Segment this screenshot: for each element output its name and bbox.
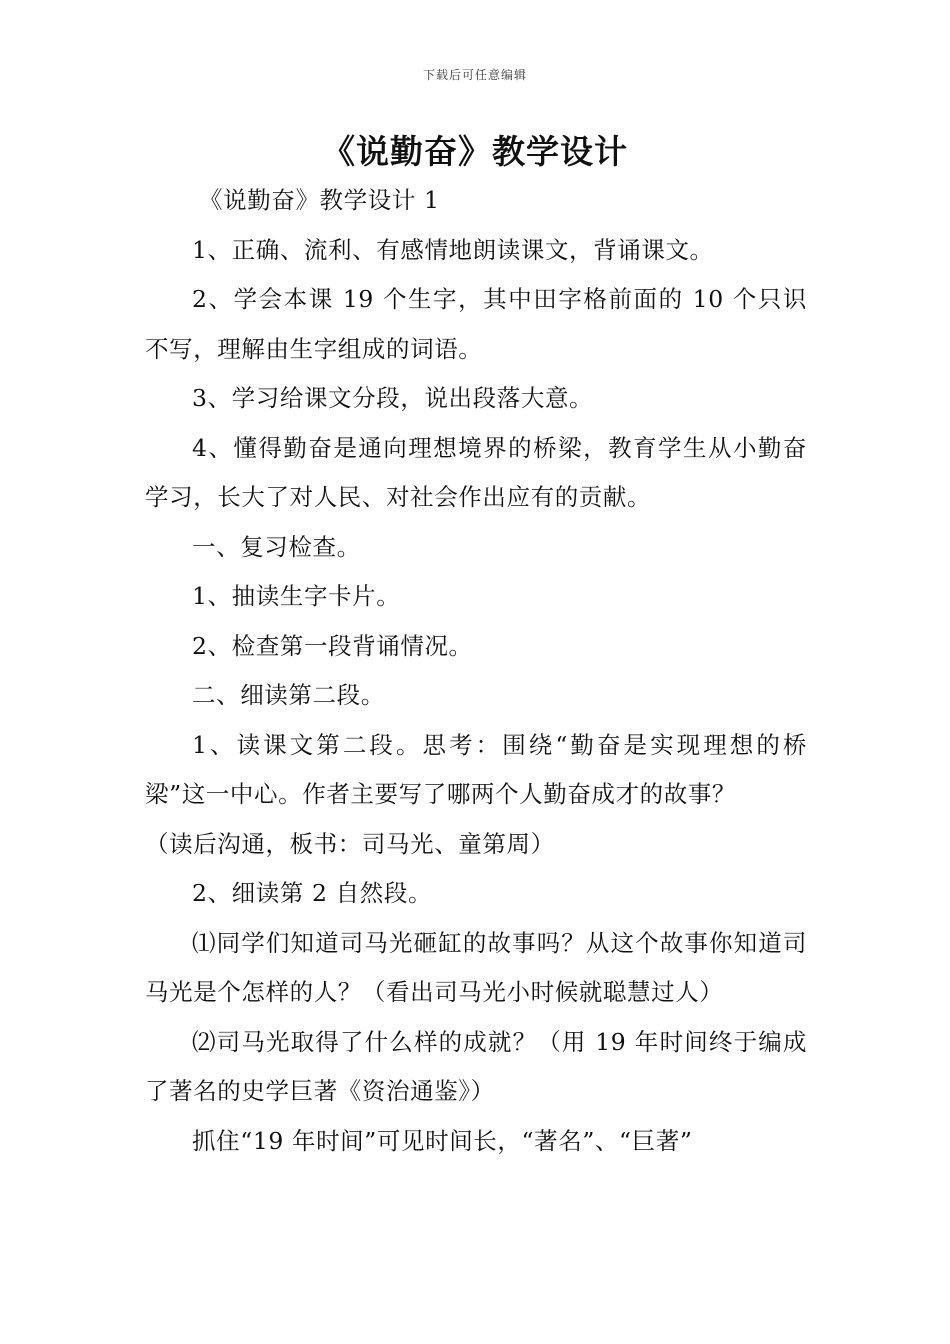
document-body <box>145 176 807 1166</box>
header-note: 下载后可任意编辑 <box>422 68 527 82</box>
step-paragraph: 2、细读第 2 自然段。 <box>192 879 433 907</box>
goal-paragraph: 3、学习给课文分段，说出段落大意。 <box>192 384 594 412</box>
subtitle-paragraph: 《说勤奋》教学设计 1 <box>199 186 440 214</box>
analysis-paragraph: 抓住“19 年时间”可见时间长，“著名”、“巨著” <box>192 1126 693 1155</box>
goal-paragraph: 2、学会本课 19 个生字，其中田字格前面的 10 个只识不写，理解由生字组成的词语。 <box>145 285 807 363</box>
question-paragraph: ⑵司马光取得了什么样的成就？（用 19 年时间终于编成了著名的史学巨著《资治通鉴》） <box>145 1027 807 1105</box>
step-paragraph: 1、抽读生字卡片。 <box>192 582 401 610</box>
board-note-paragraph: （读后沟通，板书：司马光、童第周） <box>145 829 555 858</box>
section-heading: 二、细读第二段。 <box>192 681 385 709</box>
step-paragraph: 1、读课文第二段。思考：围绕“勤奋是实现理想的桥梁”这一中心。作者主要写了哪两个人勤奋成才的故事？ <box>145 730 807 808</box>
goal-paragraph: 4、懂得勤奋是通向理想境界的桥梁，教育学生从小勤奋学习，长大了对人民、对社会作出应有的贡献。 <box>145 433 807 511</box>
goal-paragraph: 1、正确、流利、有感情地朗读课文，背诵课文。 <box>192 235 714 264</box>
document-title: 《说勤奋》教学设计 <box>322 132 628 171</box>
question-paragraph: ⑴同学们知道司马光砸缸的故事吗？从这个故事你知道司马光是个怎样的人？（看出司马光小时候就聪慧过人） <box>145 928 807 1006</box>
step-paragraph: 2、检查第一段背诵情况。 <box>192 631 473 660</box>
section-heading: 一、复习检查。 <box>192 532 361 561</box>
